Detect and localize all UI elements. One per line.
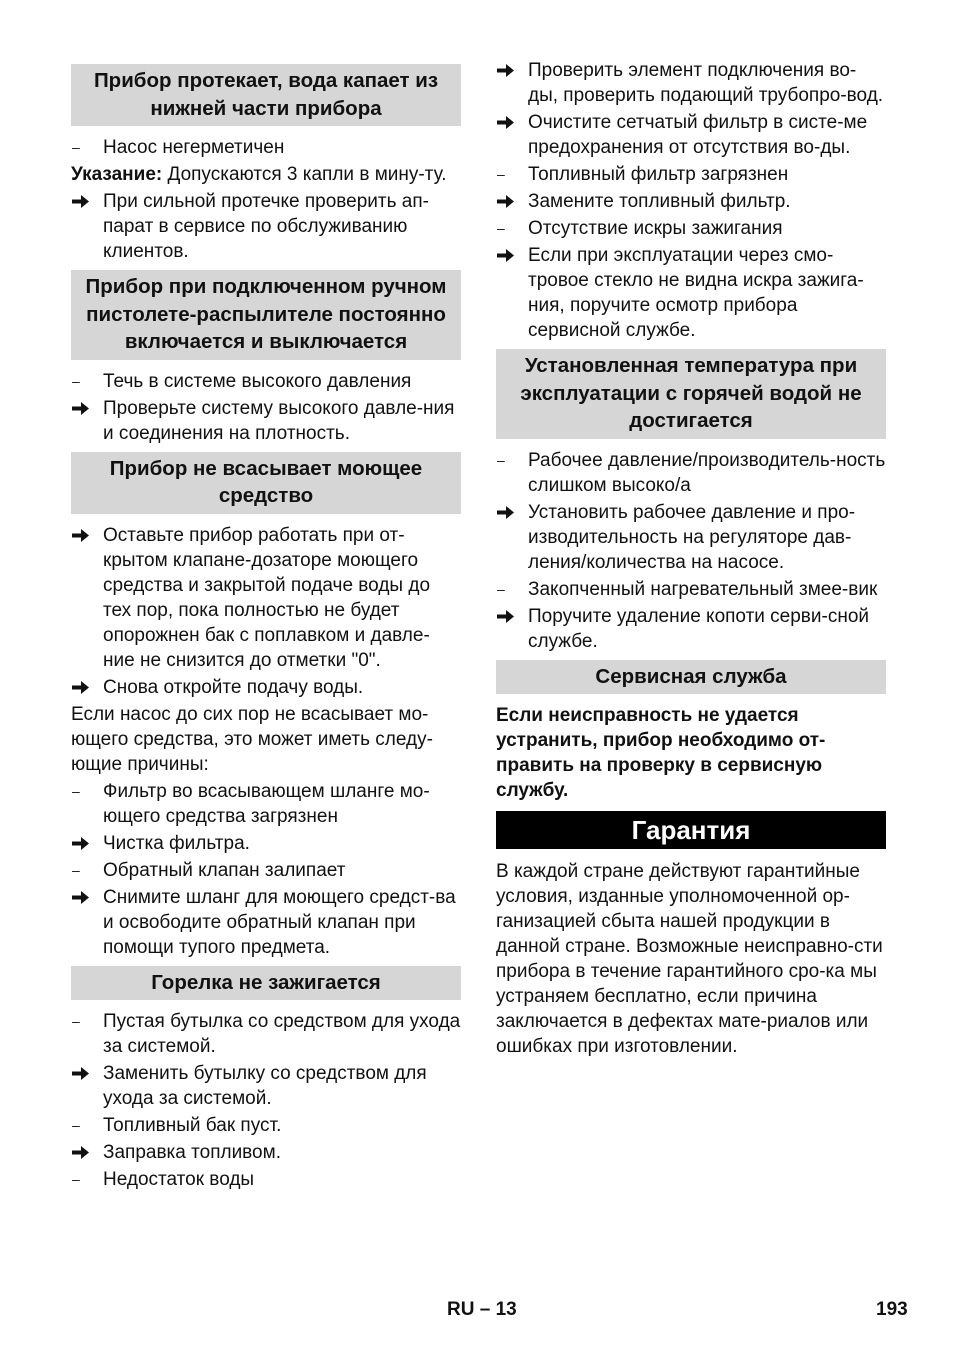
bold-paragraph: Если неисправность не удается устранить, прибор необходимо от-править на проверку в сервисную службу. [496,705,826,801]
remedy-item [71,1061,461,1111]
cause-text: Отсутствие искры зажигания [528,218,783,239]
arrow-right-icon [496,243,522,275]
remedy-text: Оставьте прибор работать при от-крытом клапане-дозаторе моющего средства и закрытой подаче воды до тех пор, пока полностью не будет опорожнен бак с поплавком и давле-ние не снизится до отметки "0". [103,524,431,671]
remedy-text: Проверить элемент подключения во-ды, проверить подающий трубопро-вод. [528,60,884,106]
note-label: Указание: [71,164,163,185]
cause-text: Рабочее давление/производитель-ность слишком высоко/а [528,449,886,496]
arrow-right-icon [71,675,97,707]
cause-text: Обратный клапан залипает [103,859,346,881]
note-paragraph [71,162,461,187]
cause-text: Течь в системе высокого давления [103,370,412,392]
cause-item [496,577,886,602]
arrow-right-icon [496,500,522,532]
dash-marker: – [72,861,80,878]
cause-text: Топливный бак пуст. [103,1115,282,1136]
cause-item [496,448,886,498]
remedy-text: Если при эксплуатации через смо-тровое стекло не видна искра зажига-ния, поручите осмотр прибора сервисной службе. [528,245,864,341]
remedy-text: Снимите шланг для моющего средст-ва и освободите обратный клапан при помощи тупого предмета. [103,886,456,958]
section-heading: Горелка не зажигается [71,966,461,1001]
arrow-right-icon [71,396,97,428]
remedy-item [71,1140,461,1165]
remedy-item [496,110,886,160]
remedy-text: Заменить бутылку со средством для ухода за системой. [103,1063,427,1109]
section-heading: Установленная температура при эксплуатации с горячей водой не достигается [496,349,886,439]
remedy-text: Установить рабочее давление и про-изводительность на регуляторе дав-ления/количества на насосе. [528,501,856,573]
cause-item [71,1009,461,1059]
remedy-text: Замените топливный фильтр. [528,191,791,212]
footer-section-label: RU – 13 [447,1299,517,1320]
cause-text: Пустая бутылка со средством для ухода за системой. [103,1011,461,1057]
remedy-item [496,500,886,575]
section-heading: Сервисная служба [496,660,886,695]
remedy-text: Поручите удаление копоти серви-сной службе. [528,605,870,652]
dash-marker: – [72,782,80,799]
paragraph: В каждой стране действуют гарантийные условия, изданные уполномоченной ор-ганизацией сбыта нашей продукции в данной стране. Возможные неисправно-сти прибора в течение гарантийного сро-ка мы устраняем бесплатно, если причина заключается в дефектах мате-риалов или ошибках при изготовлении. [496,861,883,1057]
section-heading: Прибор не всасывает моющее средство [71,452,461,514]
arrow-right-icon [71,189,97,221]
dash-marker: – [72,1013,80,1029]
cause-text: Топливный фильтр загрязнен [528,164,789,185]
remedy-item [71,885,461,960]
chapter-heading: Гарантия [496,811,886,849]
cause-item [71,1113,461,1138]
arrow-right-icon [496,604,522,636]
dash-marker: – [497,580,505,597]
cause-item [71,858,461,883]
arrow-right-icon [496,58,522,90]
remedy-item [71,523,461,673]
remedy-text: Чистка фильтра. [103,832,250,854]
remedy-item [496,189,886,214]
cause-item [71,135,461,160]
cause-item [496,162,886,187]
remedy-item [71,189,461,264]
cause-item [71,369,461,394]
arrow-right-icon [71,523,97,555]
dash-marker: – [72,372,80,389]
dash-marker: – [497,220,505,236]
remedy-item [496,604,886,654]
right-column [496,58,886,1061]
left-column [71,58,461,1194]
paragraph: Если насос до сих пор не всасывает мо-ющего средства, это может иметь следу-ющие причины: [71,703,433,775]
remedy-text: Проверьте систему высокого давле-ния и соединения на плотность. [103,397,455,444]
remedy-item [71,675,461,700]
dash-marker: – [72,139,80,155]
page-number: 193 [876,1299,908,1320]
arrow-right-icon [71,885,97,917]
dash-marker: – [497,451,505,468]
remedy-text: Снова откройте подачу воды. [103,676,364,698]
cause-item [496,216,886,241]
arrow-right-icon [71,1061,97,1093]
remedy-item [71,831,461,856]
cause-item [71,779,461,829]
remedy-text: При сильной протечке проверить ап-парат в сервисе по обслуживанию клиентов. [103,191,429,262]
cause-text: Насос негерметичен [103,137,285,158]
cause-text: Фильтр во всасывающем шланге мо-ющего средства загрязнен [103,780,430,827]
remedy-text: Очистите сетчатый фильтр в систе-ме предохранения от отсутствия во-ды. [528,112,868,158]
remedy-text: Заправка топливом. [103,1142,281,1163]
cause-text: Недостаток воды [103,1169,255,1190]
dash-marker: – [72,1117,80,1133]
remedy-item [71,396,461,446]
dash-marker: – [72,1171,80,1187]
remedy-item [496,58,886,108]
section-heading: Прибор протекает, вода капает из нижней части прибора [71,64,461,126]
cause-text: Закопченный нагревательный змее-вик [528,578,878,600]
arrow-right-icon [496,110,522,142]
section-heading: Прибор при подключенном ручном пистолете-распылителе постоянно включается и выключается [71,270,461,360]
remedy-item [496,243,886,343]
cause-item [71,1167,461,1192]
dash-marker: – [497,166,505,182]
note-text: Допускаются 3 капли в мину-ту. [162,164,447,185]
